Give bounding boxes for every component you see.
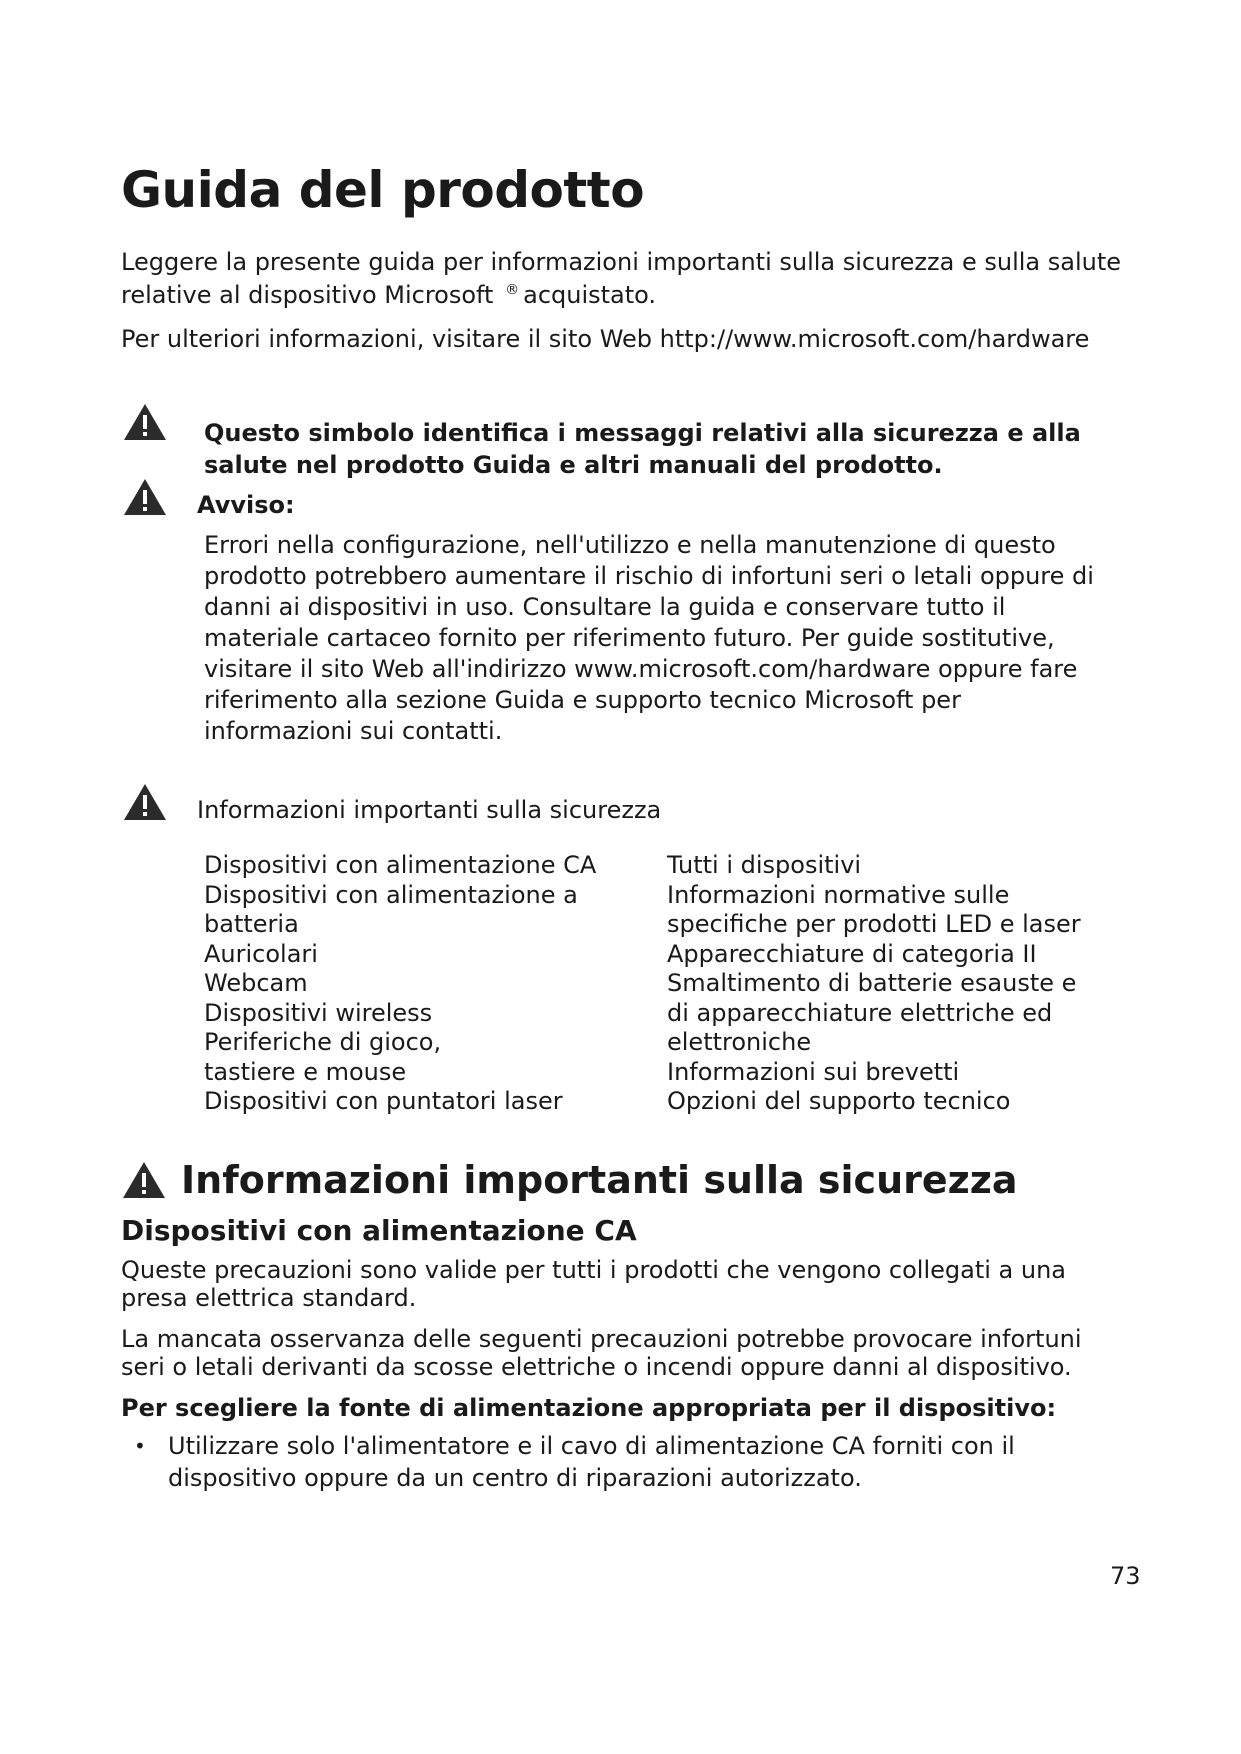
instruction-heading: Per scegliere la fonte di alimentazione appropriata per il dispositivo:	[121, 1394, 1057, 1422]
toc-item: Smaltimento di batterie esauste e	[667, 969, 1077, 997]
toc-item: batteria	[204, 910, 299, 938]
symbol-note: Questo simbolo identifica i messaggi relativi alla sicurezza e alla salute nel prodotto Guida e altri manuali del prodotto.	[204, 419, 1081, 479]
warning-triangle-icon	[122, 782, 168, 822]
toc-item: Periferiche di gioco,	[204, 1028, 442, 1056]
warning-triangle-icon	[122, 402, 168, 442]
more-info-paragraph: Per ulteriori informazioni, visitare il sito Web http://www.microsoft.com/hardware	[121, 325, 1090, 353]
section-paragraph: La mancata osservanza delle seguenti precauzioni potrebbe provocare infortuni seri o letali derivanti da scosse elettriche o incendi oppure danni al dispositivo.	[121, 1325, 1082, 1381]
toc-item: di apparecchiature elettriche ed	[667, 998, 1053, 1027]
toc-item: elettroniche	[667, 1028, 812, 1056]
section-heading	[121, 1155, 1018, 1205]
toc-item: Apparecchiature di categoria II	[667, 939, 1037, 968]
intro-text: Leggere la presente guida per informazioni importanti sulla sicurezza e sulla salute relative al dispositivo Microsoft	[121, 248, 1122, 309]
page-title: Guida del prodotto	[121, 161, 645, 219]
list-item	[134, 1430, 1094, 1494]
warning-triangle-icon	[122, 477, 168, 517]
registered-mark: ®	[505, 282, 520, 298]
intro-text-end: acquistato.	[523, 281, 657, 309]
section-heading-text: Informazioni importanti sulla sicurezza	[181, 1158, 1018, 1202]
list-item-text: Utilizzare solo l'alimentatore e il cavo di alimentazione CA forniti con il dispositivo oppure da un centro di riparazioni autorizzato.	[168, 1432, 1015, 1492]
warning-body: Errori nella configurazione, nell'utilizzo e nella manutenzione di questo prodotto potrebbero aumentare il rischio di infortuni seri o letali oppure di danni ai dispositivi in uso. Consultare la guida e conservare tutto il materiale cartaceo fornito per riferimento futuro. Per guide sostitutive, visitare il sito Web all'indirizzo www.microsoft.com/hardware oppure fare riferimento alla sezione Guida e supporto tecnico Microsoft per informazioni sui contatti.	[204, 531, 1094, 745]
section-paragraph: Queste precauzioni sono valide per tutti i prodotti che vengono collegati a una presa elettrica standard.	[121, 1256, 1067, 1312]
page-number: 73	[1110, 1562, 1141, 1590]
toc-item: Dispositivi con puntatori laser	[204, 1087, 563, 1115]
toc-item: Dispositivi con alimentazione CA	[204, 851, 597, 879]
toc-item: Webcam	[204, 969, 308, 997]
warning-triangle-icon	[121, 1160, 167, 1200]
toc-item: Informazioni normative sulle	[667, 880, 1010, 909]
intro-paragraph	[121, 248, 1121, 309]
warning-label: Avviso:	[197, 491, 295, 519]
section-subheading: Dispositivi con alimentazione CA	[121, 1214, 637, 1247]
toc-item: tastiere e mouse	[204, 1057, 407, 1086]
toc-item: Opzioni del supporto tecnico	[667, 1087, 1011, 1115]
toc-item: Auricolari	[204, 939, 318, 968]
toc-item: Tutti i dispositivi	[667, 851, 862, 879]
toc-item: Informazioni sui brevetti	[667, 1057, 960, 1086]
toc-item: specifiche per prodotti LED e laser	[667, 910, 1081, 938]
toc-item: Dispositivi wireless	[204, 998, 433, 1027]
toc-left-column	[204, 851, 634, 1117]
toc-item: Dispositivi con alimentazione a	[204, 880, 578, 909]
toc-right-column	[667, 851, 1127, 1117]
toc-heading: Informazioni importanti sulla sicurezza	[197, 796, 662, 824]
bullet-icon: •	[134, 1434, 146, 1458]
